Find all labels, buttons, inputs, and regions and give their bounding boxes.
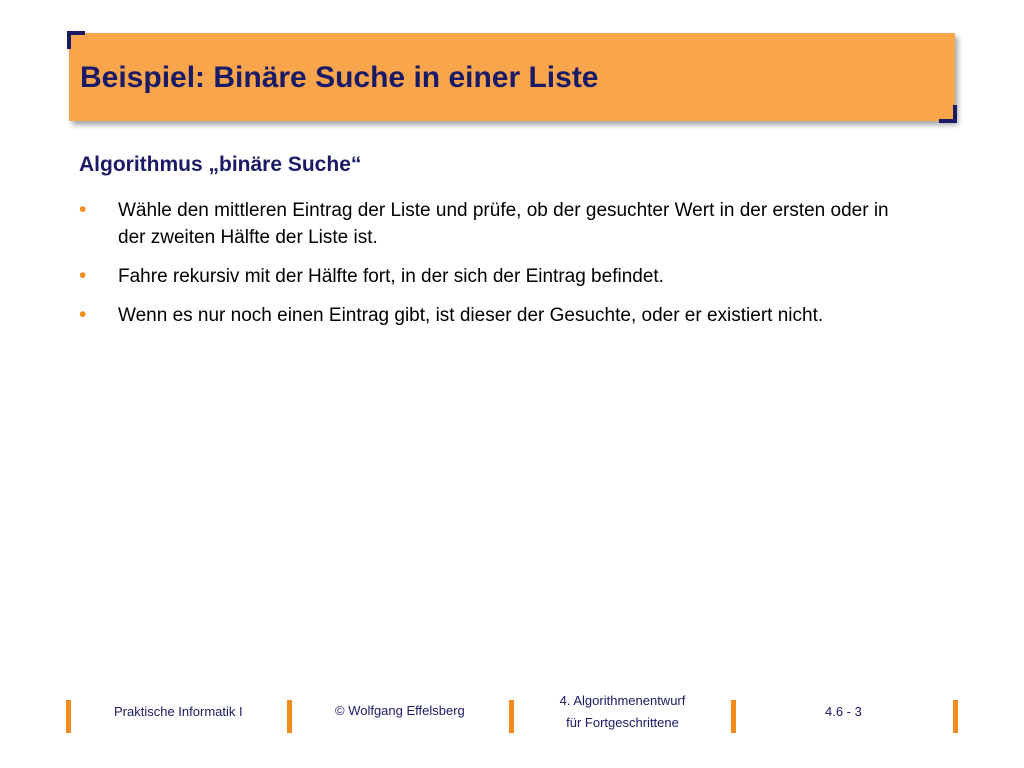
bullet-item [79,263,919,290]
bullet-text: Fahre rekursiv mit der Hälfte fort, in der sich der Eintrag befindet. [118,266,664,287]
corner-bracket-top-left [67,31,85,49]
slide-subheading: Algorithmus „binäre Suche“ [79,153,362,176]
bullet-item [79,197,919,251]
footer-divider [731,700,736,733]
footer-author: © Wolfgang Effelsberg [335,703,465,718]
bullet-icon: • [79,264,87,287]
bullet-text: Wenn es nur noch einen Eintrag gibt, ist dieser der Gesuchte, oder er existiert nicht. [118,305,824,326]
title-bar [69,33,955,121]
footer-course: Praktische Informatik I [114,704,243,719]
footer-chapter-line1: 4. Algorithmenentwurf [559,693,686,708]
slide-title: Beispiel: Binäre Suche in einer Liste [80,61,599,94]
corner-bracket-bottom-right [939,105,957,123]
footer-divider [66,700,71,733]
bullet-item [79,302,919,329]
footer-chapter-line2: für Fortgeschrittene [566,715,679,730]
bullet-text: Wähle den mittleren Eintrag der Liste und prüfe, ob der gesuchter Wert in der ersten oder in der zweiten Hälfte der Liste ist. [118,200,889,248]
bullet-icon: • [79,198,87,221]
footer-divider [953,700,958,733]
footer-divider [287,700,292,733]
bullet-list [79,197,919,329]
footer-divider [509,700,514,733]
bullet-icon: • [79,303,87,326]
footer-page-number: 4.6 - 3 [825,704,862,719]
